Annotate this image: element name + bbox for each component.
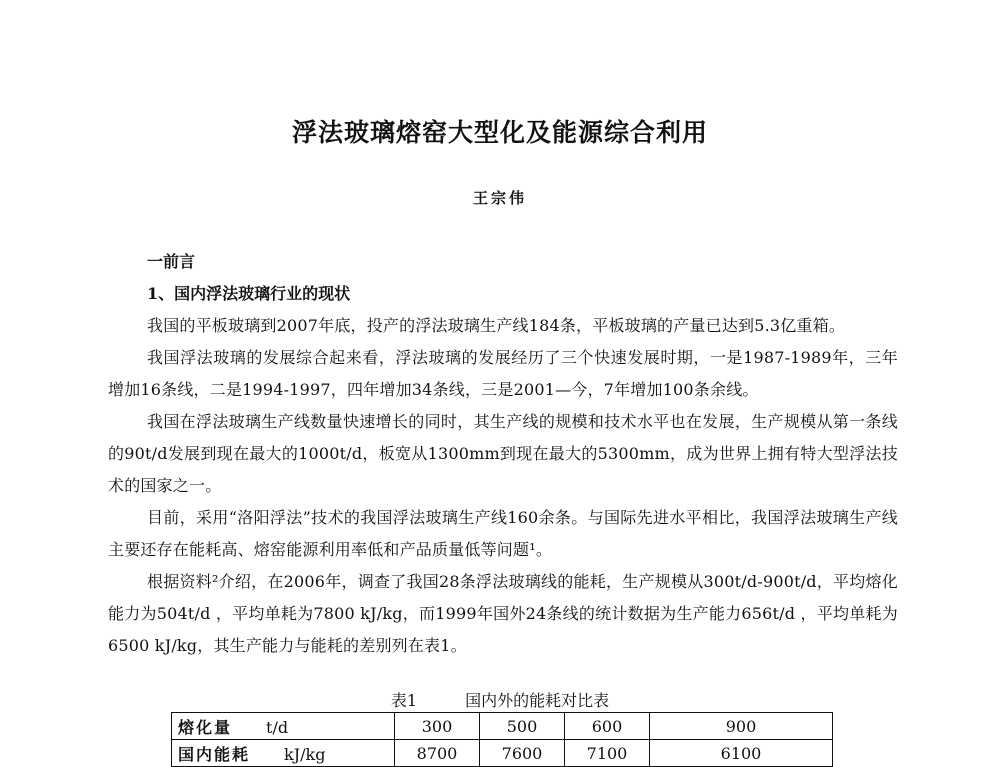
section-heading: 一前言 — [147, 252, 196, 271]
table-caption-text: 国内外的能耗对比表 — [465, 691, 610, 710]
document-body — [108, 246, 898, 662]
paragraph: 根据资料²介绍，在2006年，调查了我国28条浮法玻璃线的能耗，生产规模从300t/d-900t/d，平均熔化能力为504t/d ，平均单耗为7800 kJ/kg，而1999年国外24条线的统计数据为生产能力656t/d ，平均单耗为6500 kJ/kg，其生产能力与能耗的差别列在表1。 — [108, 572, 898, 655]
paragraph: 我国的平板玻璃到2007年底，投产的浮法玻璃生产线184条，平板玻璃的产量已达到5.3亿重箱。 — [147, 316, 846, 335]
energy-comparison-table — [171, 712, 833, 767]
paragraph: 我国浮法玻璃的发展综合起来看，浮法玻璃的发展经历了三个快速发展时期，一是1987-1989年，三年增加16条线，二是1994-1997，四年增加34条线，三是2001—今，7年增加100条余线。 — [108, 348, 898, 399]
paragraph: 我国在浮法玻璃生产线数量快速增长的同时，其生产线的规模和技术水平也在发展，生产规模从第一条线的90t/d发展到现在最大的1000t/d，板宽从1300mm到现在最大的5300mm，成为世界上拥有特大型浮法技术的国家之一。 — [108, 412, 898, 495]
page-title: 浮法玻璃熔窑大型化及能源综合利用 — [291, 118, 708, 147]
table-cell: 6100 — [650, 740, 833, 767]
table-cell: 900 — [650, 713, 833, 740]
row-header-cell: 国内能耗 kJ/kg — [172, 740, 395, 767]
table-cell: 600 — [565, 713, 650, 740]
table-caption — [0, 688, 1000, 711]
table-cell: 7600 — [480, 740, 565, 767]
table-caption-label: 表1 — [390, 691, 418, 710]
subsection-heading: 1、国内浮法玻璃行业的现状 — [147, 284, 351, 303]
row-header-cell: 熔化量 t/d — [172, 713, 395, 740]
table-row — [172, 740, 833, 767]
table-cell: 500 — [480, 713, 565, 740]
table-row — [172, 713, 833, 740]
table-cell: 300 — [395, 713, 480, 740]
paragraph: 目前，采用“洛阳浮法”技术的我国浮法玻璃生产线160余条。与国际先进水平相比，我国浮法玻璃生产线主要还存在能耗高、熔窑能源利用率低和产品质量低等问题¹。 — [108, 508, 898, 559]
table-cell: 7100 — [565, 740, 650, 767]
author-name: 王宗伟 — [472, 189, 527, 207]
table-cell: 8700 — [395, 740, 480, 767]
